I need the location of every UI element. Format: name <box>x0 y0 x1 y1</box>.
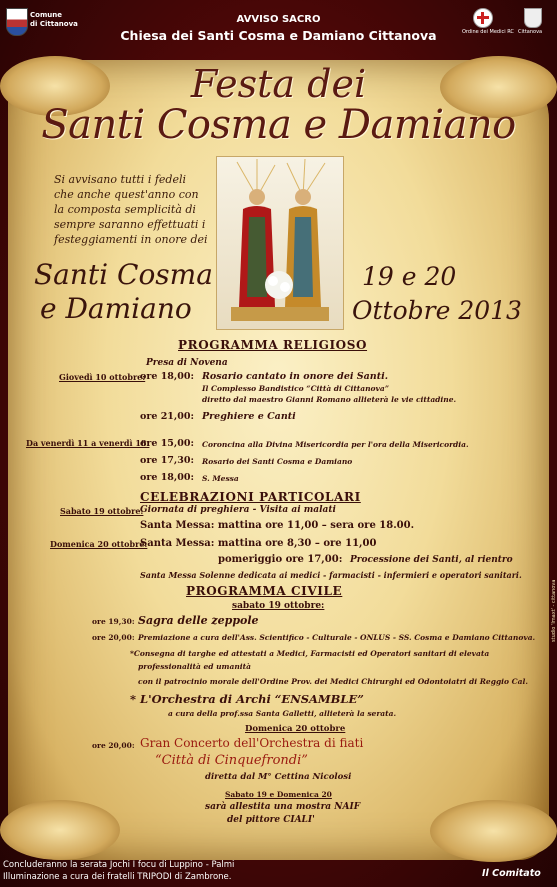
time-18-00: ore 18,00: <box>140 371 194 382</box>
intro-line: festeggiamenti in onore dei <box>54 233 208 246</box>
giornata-preghiera: Giornata di preghiera - Visita ai malati <box>140 505 336 515</box>
footer-line2: Illuminazione a cura dei fratelli TRIPODI di Zambrone. <box>3 872 232 882</box>
saints-name-line1: Santi Cosma <box>34 258 213 291</box>
time-18-00-messa: ore 18,00: <box>140 472 194 483</box>
preghiere-canti: Preghiere e Canti <box>202 411 296 422</box>
rosario-santi: Rosario dei Santi Cosma e Damiano <box>202 457 353 466</box>
mostra-date: Sabato 19 e Domenica 20 <box>225 790 332 799</box>
time-20-00: ore 20,00: <box>92 633 135 642</box>
presa-novena: Presa di Novena <box>146 358 228 368</box>
orchestra-cura: a cura della prof.ssa Santa Galletti, allieterà la serata. <box>168 709 397 718</box>
time-19-30: ore 19,30: <box>92 617 135 626</box>
premiazione: Premiazione a cura dell'Ass. Scientifico - Culturale - ONLUS - SS. Cosma e Damiano Cittanova. <box>138 633 536 642</box>
mostra-naif: sarà allestita una mostra NAIF <box>205 802 361 812</box>
consegna-targhe: *Consegna di targhe ed attestati a Medici, Farmacisti ed Operatori sanitari di elevata <box>130 649 490 658</box>
footer-line1: Concluderanno la serata Jochi I focu di Luppino - Palmi <box>3 860 235 870</box>
section-title-religioso: PROGRAMMA RELIGIOSO <box>178 338 368 352</box>
dates-line1: 19 e 20 <box>362 262 457 291</box>
coroncina: Coroncina alla Divina Misericordia per l'ora della Misericordia. <box>202 440 469 449</box>
comune-city-text: di Cittanova <box>30 20 78 28</box>
scroll-roll-bottom-left <box>0 800 120 860</box>
medici-logo-icon <box>473 8 493 28</box>
direttore-banda: diretto dal maestro Gianni Romano allieterà le vie cittadine. <box>202 395 457 404</box>
domenica-civile: Domenica 20 ottobre <box>245 724 346 734</box>
rosario-cantato: Rosario cantato in onore dei Santi. <box>202 371 389 382</box>
intro-text <box>54 172 208 247</box>
saints-name-line2: e Damiano <box>40 292 192 325</box>
diretta-da: diretta dal M° Cettina Nicolosi <box>205 772 352 782</box>
giovedi-label: Giovedì 10 ottobre: <box>59 372 146 382</box>
section-title-civile: PROGRAMMA CIVILE <box>186 584 343 598</box>
citta-cinquefrondi: “Città di Cinquefrondi” <box>155 753 308 768</box>
s-messa: S. Messa <box>202 474 239 483</box>
intro-line: la composta semplicità di <box>54 203 196 216</box>
section-title-celebrazioni: CELEBRAZIONI PARTICOLARI <box>140 490 361 504</box>
church-name: Chiesa dei Santi Cosma e Damiano Cittanova <box>120 28 437 43</box>
time-17-30: ore 17,30: <box>140 455 194 466</box>
intro-line: Si avvisano tutti i fedeli <box>54 173 187 186</box>
time-21-00: ore 21,00: <box>140 411 194 422</box>
sabato-civile: sabato 19 ottobre: <box>232 601 325 611</box>
avviso-sacro: AVVISO SACRO <box>236 14 321 25</box>
processione: Processione dei Santi, al rientro <box>350 555 513 565</box>
domenica-messe: Santa Messa: mattina ore 8,30 – ore 11,00 <box>140 538 377 549</box>
sabato-label: Sabato 19 ottobre: <box>60 506 144 516</box>
scroll-roll-bottom-right <box>430 800 557 862</box>
time-20-00-concerto: ore 20,00: <box>92 741 135 750</box>
pittore-ciali: del pittore CIALI' <box>227 815 315 825</box>
intro-line: sempre saranno effettuati i <box>54 218 206 231</box>
gran-concerto: Gran Concerto dell'Orchestra di fiati <box>140 736 364 750</box>
venerdi-label: Da venerdì 11 a venerdì 18: <box>26 438 150 448</box>
studio-credit: studio 'Imaxt' - cittanova <box>551 579 557 642</box>
patrocinio: con il patrocinio morale dell'Ordine Prov. dei Medici Chirurghi ed Odontoiatri di Reggio Cal. <box>138 677 528 686</box>
dates-line2: Ottobre 2013 <box>352 296 522 325</box>
il-comitato: Il Comitato <box>482 868 541 879</box>
professionalita: professionalità ed umanità <box>138 662 251 671</box>
association-logo-caption: Cittanova <box>518 29 543 35</box>
title-santi: Santi Cosma e Damiano <box>41 102 516 148</box>
messa-solenne: Santa Messa Solenne dedicata ai medici - farmacisti - infermieri e operatori sanitari. <box>140 570 522 580</box>
domenica-label: Domenica 20 ottobre: <box>50 539 148 549</box>
medici-logo-caption: Ordine dei Medici RC <box>462 29 514 35</box>
saints-statue-illustration <box>217 157 343 329</box>
saints-statue-photo <box>216 156 344 330</box>
pomeriggio: pomeriggio ore 17,00: <box>218 554 343 565</box>
association-logo-icon <box>524 8 542 28</box>
sabato-messe: Santa Messa: mattina ore 11,00 – sera ore 18.00. <box>140 520 415 531</box>
comune-label: Comune <box>30 11 62 19</box>
sagra-zeppole: Sagra delle zeppole <box>138 614 259 627</box>
orchestra-archi: * L'Orchestra di Archi “ENSAMBLE” <box>130 692 364 706</box>
title-festa: Festa dei <box>190 62 367 106</box>
complesso-bandistico: Il Complesso Bandistico “Città di Cittanova” <box>202 384 390 393</box>
intro-line: che anche quest'anno con <box>54 188 199 201</box>
time-15-00: ore 15,00: <box>140 438 194 449</box>
